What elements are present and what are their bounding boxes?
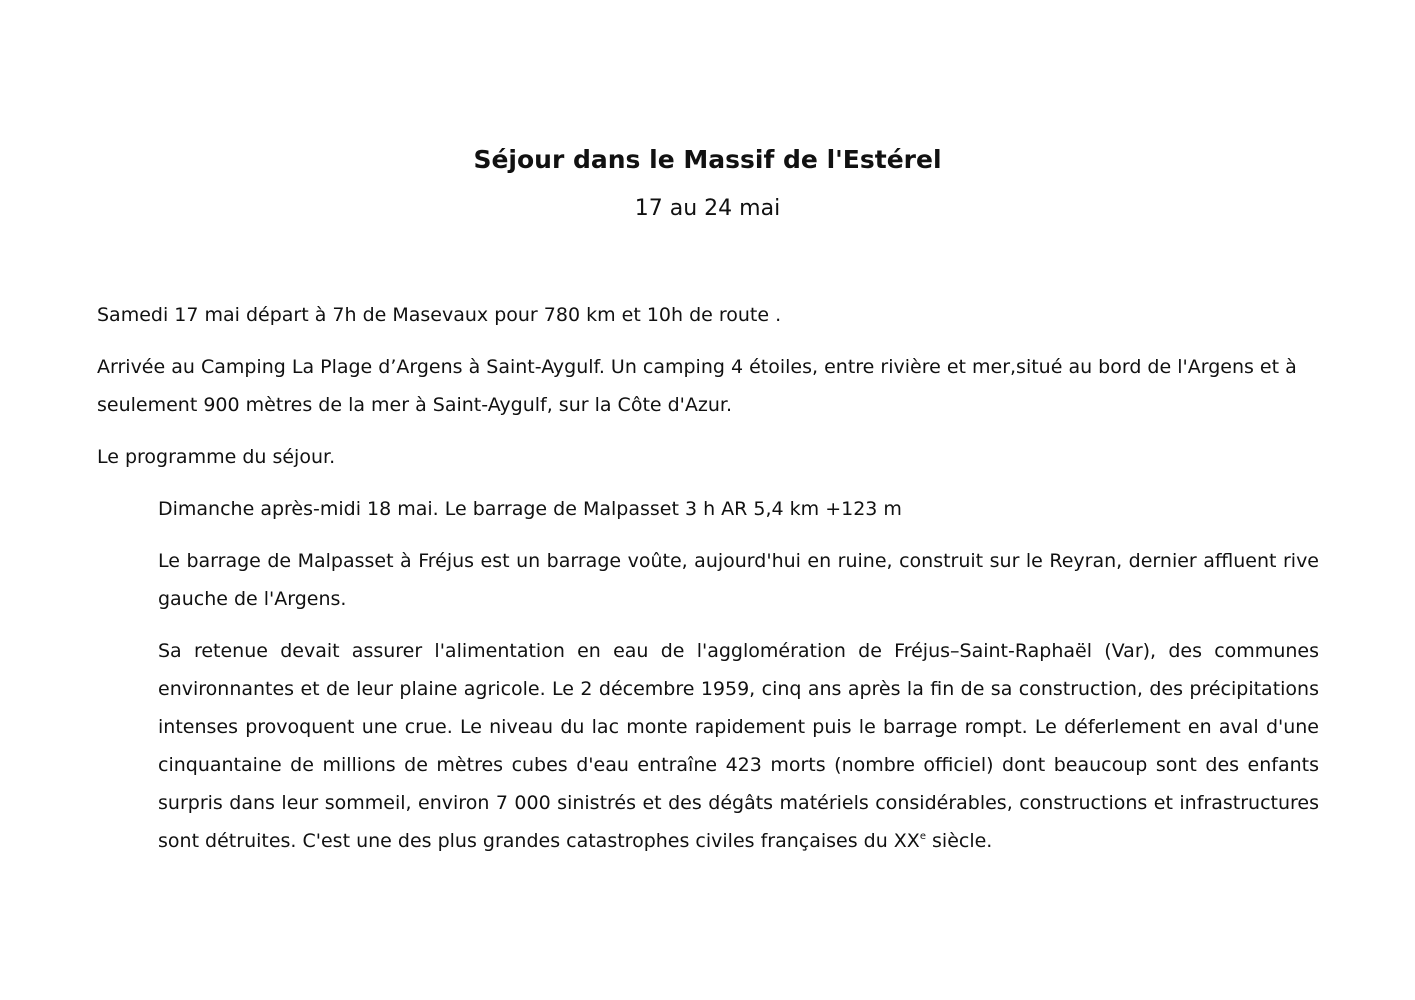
paragraph-dam-history bbox=[158, 632, 1319, 860]
document-dates: 17 au 24 mai bbox=[634, 196, 781, 221]
document-title: Séjour dans le Massif de l'Estérel bbox=[473, 145, 942, 174]
paragraph-dam-description: Le barrage de Malpasset à Fréjus est un barrage voûte, aujourd'hui en ruine, construit sur le Reyran, dernier affluent rive gauche de l'Argens. bbox=[158, 550, 1319, 610]
paragraph-departure: Samedi 17 mai départ à 7h de Masevaux pour 780 km et 10h de route . bbox=[97, 304, 782, 326]
paragraph-camping: Arrivée au Camping La Plage d’Argens à Saint-Aygulf. Un camping 4 étoiles, entre rivière et mer,situé au bord de l'Argens et à seulement 900 mètres de la mer à Saint-Aygulf, sur la Côte d'Azur. bbox=[97, 356, 1297, 416]
century-superscript: e bbox=[919, 831, 926, 842]
dam-history-text: Sa retenue devait assurer l'alimentation en eau de l'agglomération de Fréjus–Saint-Raphaël (Var), des communes environnantes et de leur plaine agricole. Le 2 décembre 1959, cinq ans après la fin de sa construction, des précipitations intenses provoquent une crue. Le niveau du lac monte rapidement puis le barrage rompt. Le déferlement en aval d'une cinquantaine de millions de mètres cubes d'eau entraîne 423 morts (nombre officiel) dont beaucoup sont des enfants surpris dans leur sommeil, environ 7 000 sinistrés et des dégâts matériels considérables, constructions et infrastructures sont détruites. C'est une des plus grandes catastrophes civiles françaises du XX bbox=[158, 640, 1319, 852]
dam-history-end: siècle. bbox=[925, 830, 993, 852]
document-body bbox=[97, 296, 1319, 874]
paragraph-sunday-hike: Dimanche après-midi 18 mai. Le barrage de Malpasset 3 h AR 5,4 km +123 m bbox=[158, 498, 902, 520]
paragraph-program: Le programme du séjour. bbox=[97, 446, 336, 468]
